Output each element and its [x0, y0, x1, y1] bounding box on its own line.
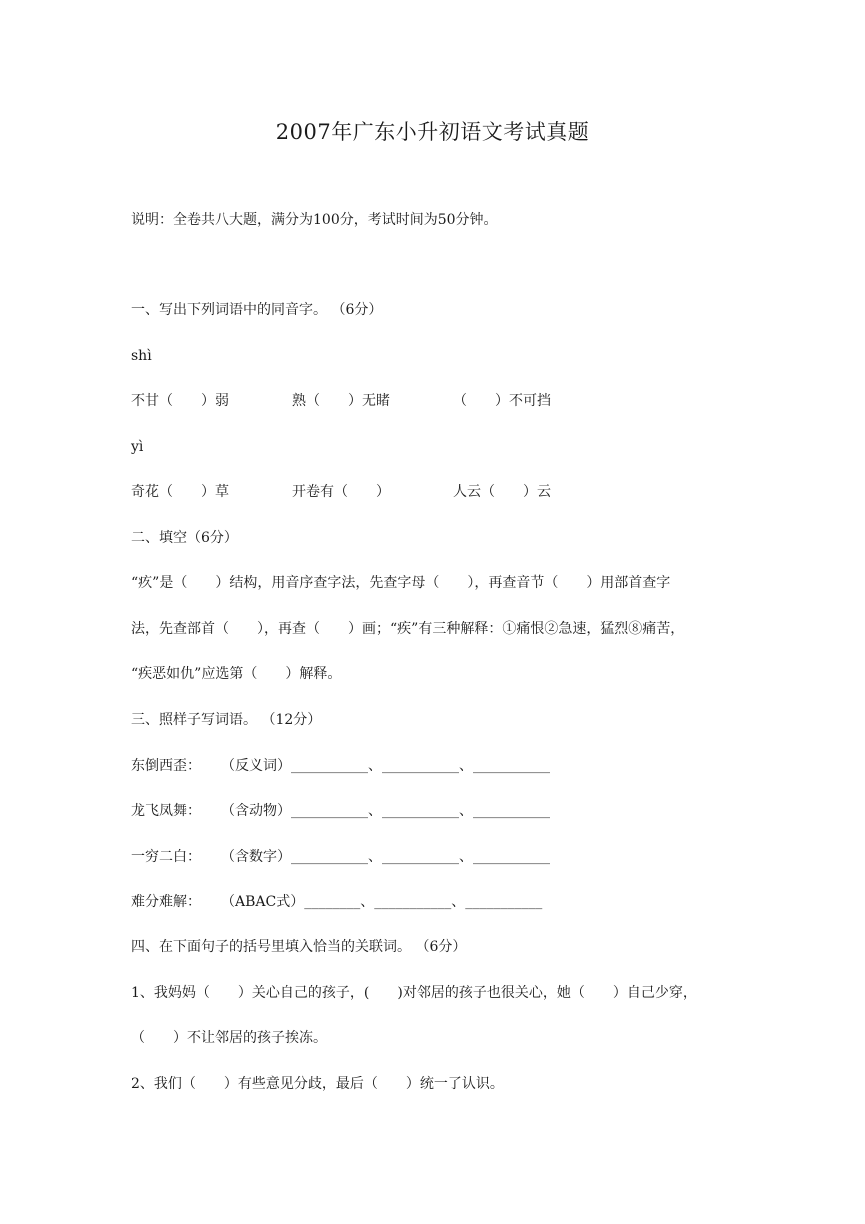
q3-blanks: （ABAC式）________、___________、___________: [221, 894, 543, 910]
q1-item: 人云（ ）云: [453, 484, 551, 500]
exam-instructions: 说明：全卷共八大题，满分为100分，考试时间为50分钟。: [131, 212, 498, 228]
q3-row: [131, 757, 731, 775]
q1-item: （ ）不可挡: [453, 393, 551, 409]
q2-line-2: 法，先查部首（ ），再查（ ）画；“疾”有三种解释：①痛恨②急速，猛烈⑧痛苦，: [131, 621, 685, 637]
q2-heading: 二、填空（6分）: [131, 530, 238, 546]
q3-row: [131, 848, 731, 866]
q4-sentence-1: 1、我妈妈（ ）关心自己的孩子，( )对邻居的孩子也很关心，她（ ）自己少穿，: [131, 985, 697, 1001]
q4-sentence-2: 2、我们（ ）有些意见分歧，最后（ ）统一了认识。: [131, 1076, 504, 1092]
q3-heading: 三、照样子写词语。 （12分）: [131, 712, 322, 728]
q1-heading: 一、写出下列词语中的同音字。 （6分）: [131, 302, 383, 318]
q3-blanks: （含动物）___________、___________、___________: [221, 803, 550, 819]
q3-row: [131, 893, 731, 911]
q3-word: 难分难解：: [131, 894, 201, 910]
q1-item: 不甘（ ）弱: [131, 393, 229, 409]
q3-blanks: （反义词）___________、___________、___________: [221, 758, 550, 774]
q1-pinyin-shi: shì: [131, 348, 152, 364]
q3-word: 一穷二白：: [131, 849, 201, 865]
q1-item: 熟（ ）无睹: [292, 393, 390, 409]
q1-row-1: [131, 392, 731, 410]
page-title: 2007年广东小升初语文考试真题: [275, 120, 590, 144]
q3-row: [131, 802, 731, 820]
q1-item: 奇花（ ）草: [131, 484, 229, 500]
q3-word: 东倒西歪：: [131, 758, 201, 774]
q4-sentence-1-cont: （ ）不让邻居的孩子挨冻。: [131, 1030, 327, 1046]
q3-word: 龙飞凤舞：: [131, 803, 201, 819]
q1-row-2: [131, 483, 731, 501]
q4-heading: 四、在下面句子的括号里填入恰当的关联词。 （6分）: [131, 939, 467, 955]
q2-line-3: “疾恶如仇”应选第（ ）解释。: [131, 666, 342, 682]
q3-blanks: （含数字）___________、___________、___________: [221, 849, 550, 865]
q1-item: 开卷有（ ）: [292, 484, 390, 500]
q2-line-1: “疚”是（ ）结构，用音序查字法，先查字母（ ），再查音节（ ）用部首查字: [131, 575, 671, 591]
q1-pinyin-yi: yì: [131, 439, 144, 455]
